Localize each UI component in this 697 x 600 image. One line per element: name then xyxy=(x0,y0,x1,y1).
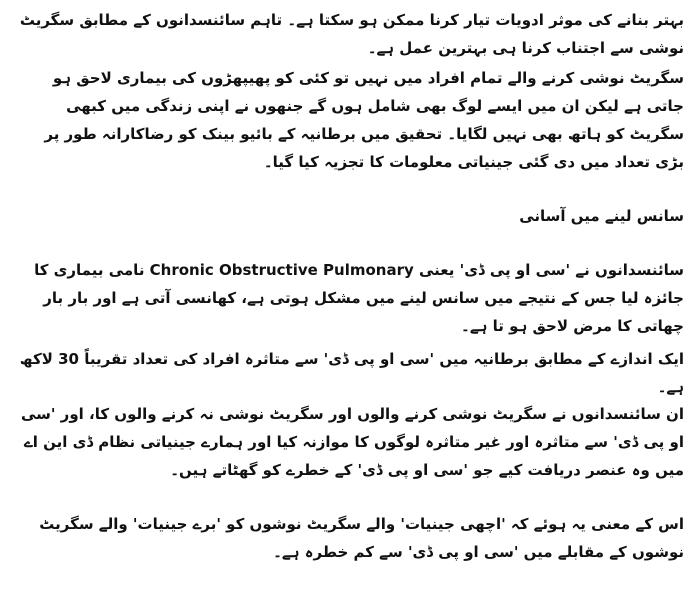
paragraph-smokers-lung-disease: سگریٹ نوشی کرنے والے تمام افراد میں نہیں تو کئی کو پھیپھڑوں کی بیماری لاحق ہو جاتی ہے لیکن ان میں ایسے لوگ بھی شامل ہوں گے جنھوں نے اپنی زندگی میں کبھی سگریٹ کو ہاتھ بھی نہیں لگایا۔ تحقیق میں برطانیہ کے بائیو بینک کو رضاکارانہ طور پر بڑی تعداد میں دی گئی جینیاتی معلومات کا تجزیہ کیا گیا۔ xyxy=(44,69,684,171)
article-body xyxy=(14,0,684,600)
paragraph-copd-definition: سائنسدانوں نے 'سی او پی ڈی' یعنی Chronic Obstructive Pulmonary نامی بیماری کا جائزہ لیا جس کے نتیجے میں سانس لینے میں مشکل ہوتی ہے، کھانسی آتی ہے اور بار بار چھاتی کا مرض لاحق ہو تا ہے۔ xyxy=(34,261,684,335)
paragraph-good-genes-risk: اس کے معنی یہ ہوئے کہ 'اچھی جینیات' والے سگریٹ نوشوں کو 'برے جینیات' والے سگریٹ نوشوں کے مقابلے میں 'سی او پی ڈی' سے کم خطرہ ہے۔ xyxy=(39,515,684,561)
section-heading: سانس لینے میں آسانی xyxy=(519,207,684,225)
paragraph-intro: بہتر بنانے کی موثر ادویات تیار کرنا ممکن ہو سکتا ہے۔ تاہم سائنسدانوں کے مطابق سگریٹ نوشی سے اجتناب کرنا ہی بہترین عمل ہے۔ xyxy=(19,11,684,57)
paragraph-dna-comparison: ان سائنسدانوں نے سگریٹ نوشی کرنے والوں اور سگریٹ نوشی نہ کرنے والوں کا، اور 'سی او پی ڈی' سے متاثرہ اور غیر متاثرہ لوگوں کا موازنہ کیا اور ہمارے جینیاتی نظام ڈی این اے میں وہ عنصر دریافت کیے جو 'سی او پی ڈی' کے خطرے کو گھٹاتے ہیں۔ xyxy=(20,405,684,479)
paragraph-uk-estimate: ایک اندازے کے مطابق برطانیہ میں 'سی او پی ڈی' سے متاثرہ افراد کی تعداد تقریباً 30 لاکھ ہے۔ xyxy=(19,350,684,396)
